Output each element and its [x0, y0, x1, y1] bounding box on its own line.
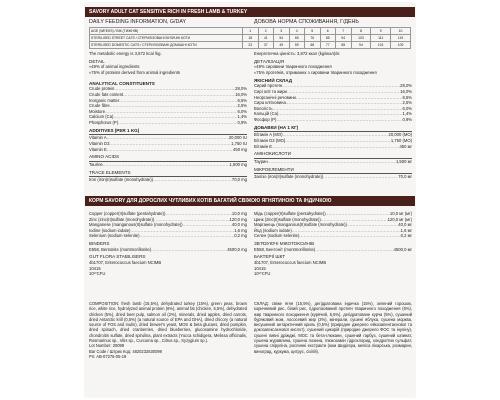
table-cell: 9	[371, 28, 391, 35]
table-cell: 119	[391, 35, 411, 42]
product-title-banner: SAVORY ADULT CAT SENSITIVE RICH IN FRESH LAMB & TURKEY	[85, 7, 415, 17]
table-cell: 94	[351, 42, 371, 49]
table-row	[90, 42, 411, 49]
list-item: Фосфор (P) ..... 0,9%	[254, 117, 412, 123]
composition-text: СКЛАД: свіже ягня (15,5%), дегідратована індичка (15%), зелений горошок, коричневий рис, білий рис, гідролізований протеїн тваринного походження (6%), жир тваринного походження (курячий, 5,5%), дегідратоване курча (5%), сушений буряковий жом, лососевий жир (2%), мінерали, сушені яблука, сушена морква, висушений антарктичний криль (0,5%) (природне джерело ейкозапентаєнової та докозагексаєнової кислот), сушений цикорій (природне джерело ФОС та інуліну), сушені пивні дріжджі, МОС та бета-глюкани, сушений гарбуз, сушений шпинат, сушена журавлина, сушена лохина, глюкозамін гідрохлорид, хондроїтин сульфат, сушена спіруліна, рослинні екстракти (юки Шидігера, меліса лікарська, розмарин, виноград, куркума, цитрус, сізігій).	[254, 301, 412, 354]
binders-heading: BINDERS	[89, 240, 110, 246]
list-item: Цинк (zinc(II)sulfate (monohydrate)) ..... 120,0 мг (мг)	[254, 217, 412, 223]
minerals-info-en	[89, 211, 247, 293]
product-label	[85, 3, 415, 397]
list-item: Сирий протеїн ..... 28,0%	[254, 83, 412, 89]
table-cell: 1	[243, 28, 259, 35]
list-item: Inorganic matter ..... 6,5%	[89, 98, 247, 104]
trace-elements-heading: TRACE ELEMENTS	[89, 169, 131, 175]
table-cell: 4	[289, 28, 305, 35]
list-item: Zinc (zinc(II)sulfate (monohydrate)) ..... 120,0 mg	[89, 217, 247, 223]
table-cell: AGE (WEEKS) / ВІК (ТИЖНІВ)	[90, 28, 243, 35]
table-cell: 23	[243, 42, 259, 49]
amino-acids-heading: AMINO ACIDS	[89, 154, 120, 160]
nutrition-info-ua	[254, 51, 412, 193]
registration-number: Рп: АВ-07276-05-19	[89, 353, 127, 359]
binders-heading: ЗВ'ЯЗУЮЧІ МІКОТОКСИНІВ	[254, 240, 315, 246]
gut-flora-heading: БАКТЕРІЇ ШКТ	[254, 254, 286, 260]
gut-flora-line: 4b1707, Enterococcus faecium NCIMB	[89, 260, 162, 266]
table-cell: 41	[258, 35, 274, 42]
list-item: E558, Бентоніт (montmorillonite) ..... 4500,0 мг	[254, 247, 412, 253]
composition-ua	[254, 301, 412, 395]
list-item: Vitamin D3 ..... 1,750 IU	[89, 141, 247, 147]
table-cell: 85	[320, 35, 336, 42]
list-item: Crude fats content ..... 16,0%	[89, 92, 247, 98]
list-item: Селен (sodium selenite) ..... 0,2 мг	[254, 233, 412, 239]
gut-flora-line: 10415	[254, 265, 266, 271]
detail-heading: ДЕТАЛІЗАЦІЯ	[254, 58, 285, 64]
list-item: Залізо (iron(II)sulfate (monohydrate)) ..... 70,0 мг	[254, 174, 412, 180]
list-item: Iron (iron(II)sulfate (monohydrate)) ..... 70,0 mg	[89, 177, 247, 183]
table-cell: 10	[391, 28, 411, 35]
list-item: Crude protein ..... 28,0%	[89, 86, 247, 92]
table-cell: 8	[351, 28, 371, 35]
table-cell: STERILISED DOMESTIC CATS / СТЕРИЛІЗОВАНІ ДОМАШНІ КОТИ	[90, 42, 243, 49]
list-item: Вітамін D3 (МО) ..... 1,750 (МО)	[254, 138, 412, 144]
table-cell: 5	[305, 28, 321, 35]
detail-line: ≈75% of proteins derived from animal ingredients	[89, 69, 180, 75]
list-item: Таурин ..... 1,500 мг	[254, 159, 412, 165]
list-item: Calcium (Ca) ..... 1,4%	[89, 114, 247, 120]
list-item: Кальцій (Ca) ..... 1,4%	[254, 111, 412, 117]
list-item: Copper (copper(II)sulfate (pentahydrate)) ..... 10,0 mg	[89, 211, 247, 217]
list-item: E558, Bentonite (montmorillonite) ..... 4500,0 mg	[89, 247, 247, 253]
list-item: Неорганічні речовини ..... 6,5%	[254, 95, 412, 101]
table-cell: STERILISED STREET CATS / СТЕРИЛІЗОВАНІ ВУЛИЧНІ КОТИ	[90, 35, 243, 42]
lot-number: Lot Number: 30099	[89, 343, 125, 349]
list-item: Вітамін E ..... 450 мг	[254, 144, 412, 150]
gut-flora-heading: GUT FLORA STABILISERS	[89, 254, 146, 260]
list-item: Мідь (copper(II)sulfate (pentahydrate)) ..... 10,0 мг (мг)	[254, 211, 412, 217]
table-cell: 7	[336, 28, 352, 35]
list-item: Taurine ..... 1,500 mg	[89, 162, 247, 168]
gut-flora-line: 10415	[89, 265, 101, 271]
table-cell: 76	[305, 35, 321, 42]
list-item: Марганець (manganous(II)sulfate (monohydrate)) ..... 40,0 мг	[254, 222, 412, 228]
additives-heading: ADDITIVES (PER 1 KG)	[89, 127, 140, 133]
table-cell: 6	[320, 28, 336, 35]
list-item: Вітамін A (МО) ..... 20,000 (МО)	[254, 132, 412, 138]
nutrition-info-en	[89, 51, 247, 193]
table-cell: 109	[391, 42, 411, 49]
table-cell: 18	[243, 35, 259, 42]
gut-flora-line: 10¹⁰CFU	[89, 271, 106, 277]
composition-en	[89, 301, 247, 395]
list-item: Selenium (sodium selenite) ..... 0,2 mg	[89, 233, 247, 239]
list-item: Moisture ..... 6,0%	[89, 109, 247, 115]
table-cell: 103	[351, 35, 371, 42]
energy-text: The metabolic energy is 3,872 kcal /kg.	[89, 51, 162, 56]
list-item: Вологість ..... 6,0%	[254, 106, 412, 112]
list-item: Vitamin E ..... 450 mg	[89, 147, 247, 153]
composition-text: COMPOSITION: fresh lamb (15,5%), dehydrated turkey (15%), green peas, brown rice, white rice, hydrolyzed animal protein (6%), animal fat (chicken, 5,5%), dehydrated chicken (5%), dried beet pulp, salmon oil (2%), minerals, dried apples, dried carrots, dried Antarctic krill (0,5%) (a natural source of EPA and DHA), dried chicory (a natural source of FOS and inulin), dried brewer's yeast, MOS & beta glucans, dried pumpkin, dried spinach, dried cranberries, dried blueberries, glucosamine hydrochloride, chondroitin sulfate, dried spirulina, plant extracts (Yucca schidigera, Melissa officinalis, Rosmarinus sp., Vitis sp., Curcuma sp., Citrus sp., Syzygium sp.).	[89, 301, 247, 344]
table-cell: 101	[371, 42, 391, 49]
list-item: Сира клітковина ..... 2,5%	[254, 100, 412, 106]
detail-line: ≈75% протеїнів, отриманих з сировини тваринного походження	[254, 69, 377, 75]
daily-feeding-heading-en: DAILY FEEDING INFORMATION, G/DAY	[89, 19, 187, 25]
energy-text: Енергетична цінність: 3,872 ккал (kg/ккал)/кг.	[254, 51, 341, 56]
table-cell: 77	[320, 42, 336, 49]
list-item: Manganese (manganous(II)sulfate (monohydrate)) ..... 40,0 mg	[89, 222, 247, 228]
product-title-banner-ua: КОРМ SAVORY ДЛЯ ДОРОСЛИХ ЧУТЛИВИХ КОТІВ БАГАТИЙ СВІЖОЮ ЯГНЯТИНОЮ ТА ІНДИЧКОЮ	[85, 196, 415, 206]
list-item: Iodine (sodium iodate) ..... 1,6 mg	[89, 228, 247, 234]
detail-heading: DETAIL	[89, 58, 105, 64]
table-cell: 94	[336, 35, 352, 42]
additives-heading: ДОБАВКИ (НА 1 КГ)	[254, 124, 299, 130]
bar-code: Bar Code / Штрих Код: 4820232630099	[89, 348, 162, 354]
amino-acids-heading: АМІНОКИСЛОТИ	[254, 151, 291, 157]
list-item: Сирі олії та жири ..... 16,0%	[254, 89, 412, 95]
list-item: Crude fibre ..... 2,5%	[89, 103, 247, 109]
list-item: Vitamin A ..... 20,000 IU	[89, 135, 247, 141]
list-item: Йод (sodium iodate) ..... 1,6 мг	[254, 228, 412, 234]
table-row	[90, 35, 411, 42]
table-cell: 85	[336, 42, 352, 49]
analytical-constituents-heading: ANALYTICAL CONSTITUENTS	[89, 80, 155, 86]
table-cell: 49	[274, 42, 290, 49]
list-item: Phosphorus (P) ..... 0,9%	[89, 120, 247, 126]
minerals-info-ua	[254, 211, 412, 293]
table-cell: 68	[305, 42, 321, 49]
detail-line: ≈49% сировини тваринного походження	[254, 64, 332, 70]
table-cell: 65	[289, 35, 305, 42]
table-cell: 59	[289, 42, 305, 49]
trace-elements-heading: МІКРОЕЛЕМЕНТИ	[254, 166, 294, 172]
table-cell: 37	[258, 42, 274, 49]
feeding-table	[89, 27, 411, 49]
analytical-constituents-heading: ЯКІСНИЙ СКЛАД	[254, 77, 293, 83]
daily-feeding-heading-ua: ДОБОВА НОРМА СПОЖИВАННЯ, Г/ДЕНЬ	[254, 19, 359, 25]
table-cell: 2	[258, 28, 274, 35]
table-row	[90, 28, 411, 35]
gut-flora-line: 4b1707, Enterococcus faecium NCIMB	[254, 260, 327, 266]
gut-flora-line: 10¹⁰CFU	[254, 271, 271, 277]
table-cell: 3	[274, 28, 290, 35]
table-cell: 54	[274, 35, 290, 42]
detail-line: ≈49% of animal ingredients	[89, 64, 140, 70]
table-cell: 111	[371, 35, 391, 42]
